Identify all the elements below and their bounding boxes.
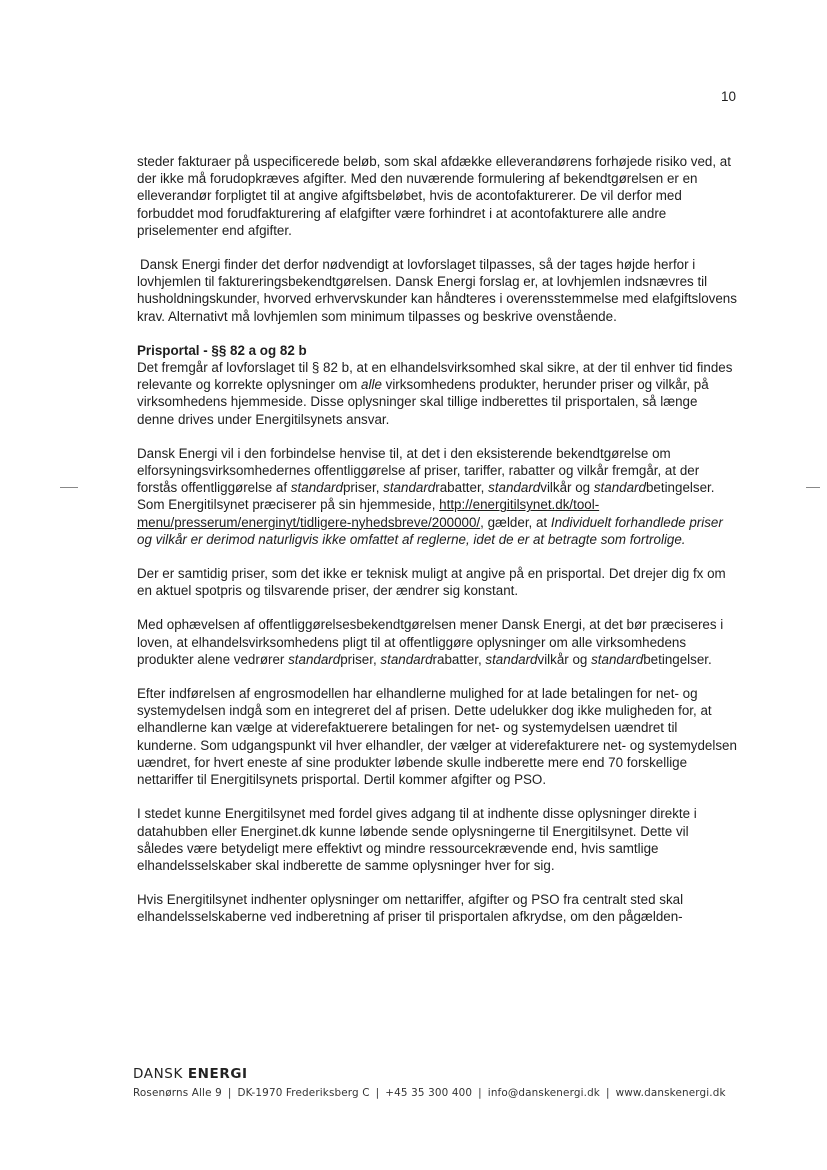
document-body [137, 153, 737, 943]
section-heading-prisportal: Prisportal - §§ 82 a og 82 b [137, 342, 307, 358]
energitilsynet-link[interactable]: http://energitilsynet.dk/tool-menu/presserum/energinyt/tidligere-nyhedsbreve/200000/ [137, 497, 600, 530]
paragraph-spotprice: Der er samtidig priser, som det ikke er teknisk muligt at angive på en prisportal. Det drejer dig fx om en aktuel spotpris og tilsvarende priser, der ændrer sig konstant. [137, 566, 726, 599]
footer-email[interactable]: info@danskenergi.dk [487, 1087, 600, 1099]
page-number: 10 [720, 89, 736, 104]
scan-mark-left [60, 487, 78, 488]
paragraph-proposal: Dansk Energi finder det derfor nødvendigt at lovforslaget tilpasses, så der tages højde herfor i lovhjemlen til faktureringsbekendtgørelsen. Dansk Energi forslag er, at lovhjemlen indsnævres til husholdningskunder, hvorved erhvervskunder kan håndteres i overensstemmelse med elafgiftslovens krav. Alternativt må lovhjemlen som minimum tilpasses og beskrive ovenstående. [137, 257, 737, 324]
footer-web[interactable]: www.danskenergi.dk [615, 1087, 726, 1099]
paragraph-standard-terms: Dansk Energi vil i den forbindelse henvise til, at det i den eksisterende bekendtgørelse om elforsyningsvirksomhedernes offentliggørelse af priser, tariffer, rabatter og vilkår fremgår, at der forstås offentliggørelse af standardpriser, standardrabatter, standardvilkår og standardbetingelser. Som Energitilsynet præciserer på sin hjemmeside, http://energitilsynet.dk/tool-menu/presserum/energinyt/tidligere-nyhedsbreve/200000/, gælder, at Individuelt forhandlede priser og vilkår er derimod naturligvis ikke omfattet af reglerne, idet de er at betragte som fortrolige. [137, 445, 723, 547]
paragraph-central-source: Hvis Energitilsynet indhenter oplysninger om nettariffer, afgifter og PSO fra centralt sted skal elhandelsselskaberne ved indberetning af priser til prisportalen afkrydse, om den pågælden- [137, 892, 684, 925]
scan-mark-right [806, 487, 820, 488]
contact-line: Rosenørns Alle 9 | DK-1970 Frederiksberg C | +45 35 300 400 | info@danskenergi.dk | www.danskenergi.dk [133, 1087, 726, 1099]
paragraph-datahub: I stedet kunne Energitilsynet med fordel gives adgang til at indhente disse oplysninger direkte i datahubben eller Energinet.dk kunne løbende sende oplysningerne til Energitilsynet. Dette vil således være betydeligt mere effektivt og mindre ressourcekrævende end, hvis samtlige elhandelsselskaber skal indberette de samme oplysninger hver for sig. [137, 806, 697, 873]
paragraph-engros: Efter indførelsen af engrosmodellen har elhandlerne mulighed for at lade betalingen for net- og systemydelsen indgå som en integreret del af prisen. Dette udelukker dog ikke muligheden for, at elhandlerne kan vælge at viderefaktuerere betalingen for net- og systemydelsen uændret til kunderne. Som udgangspunkt vil hver elhandler, der vælger at viderefakturere net- og systemydelsen uændret, for hvert eneste af sine produkter løbende skulle indberette mere end 70 forskellige nettariffer til Energitilsynets prisportal. Dertil kommer afgifter og PSO. [137, 686, 737, 788]
footer-city: DK-1970 Frederiksberg C [237, 1087, 370, 1099]
footer [133, 1066, 753, 1099]
brand-logo: DANSK ENERGI [133, 1066, 248, 1082]
paragraph-repeal: Med ophævelsen af offentliggørelsesbekendtgørelsen mener Dansk Energi, at det bør præciseres i loven, at elhandelsvirksomhedens pligt til at offentliggøre oplysninger om alle virksomhedens produkter alene vedrører standardpriser, standardrabatter, standardvilkår og standardbetingelser. [137, 617, 724, 667]
footer-address: Rosenørns Alle 9 [133, 1087, 222, 1099]
footer-phone: +45 35 300 400 [385, 1087, 473, 1099]
paragraph-82b: Det fremgår af lovforslaget til § 82 b, at en elhandelsvirksomhed skal sikre, at der til enhver tid findes relevante og korrekte oplysninger om alle virksomhedens produkter, herunder priser og vilkår, på virksomhedens hjemmeside. Disse oplysninger skal tillige indberettes til prisportalen, så længe denne drives under Energitilsynets ansvar. [137, 360, 733, 427]
paragraph-invoicing: steder fakturaer på uspecificerede beløb, som skal afdække elleverandørens forhøjede risiko ved, at der ikke må forudopkræves afgifter. Med den nuværende formulering af bekendtgørelsen er en elleverandør forpligtet til at angive afgiftsbeløbet, hvis de acontofakturerer. De vil derfor med forbuddet mod forudfakturering af elafgifter være forhindret i at acontofakturere alle andre priselementer end afgifter. [137, 154, 731, 238]
